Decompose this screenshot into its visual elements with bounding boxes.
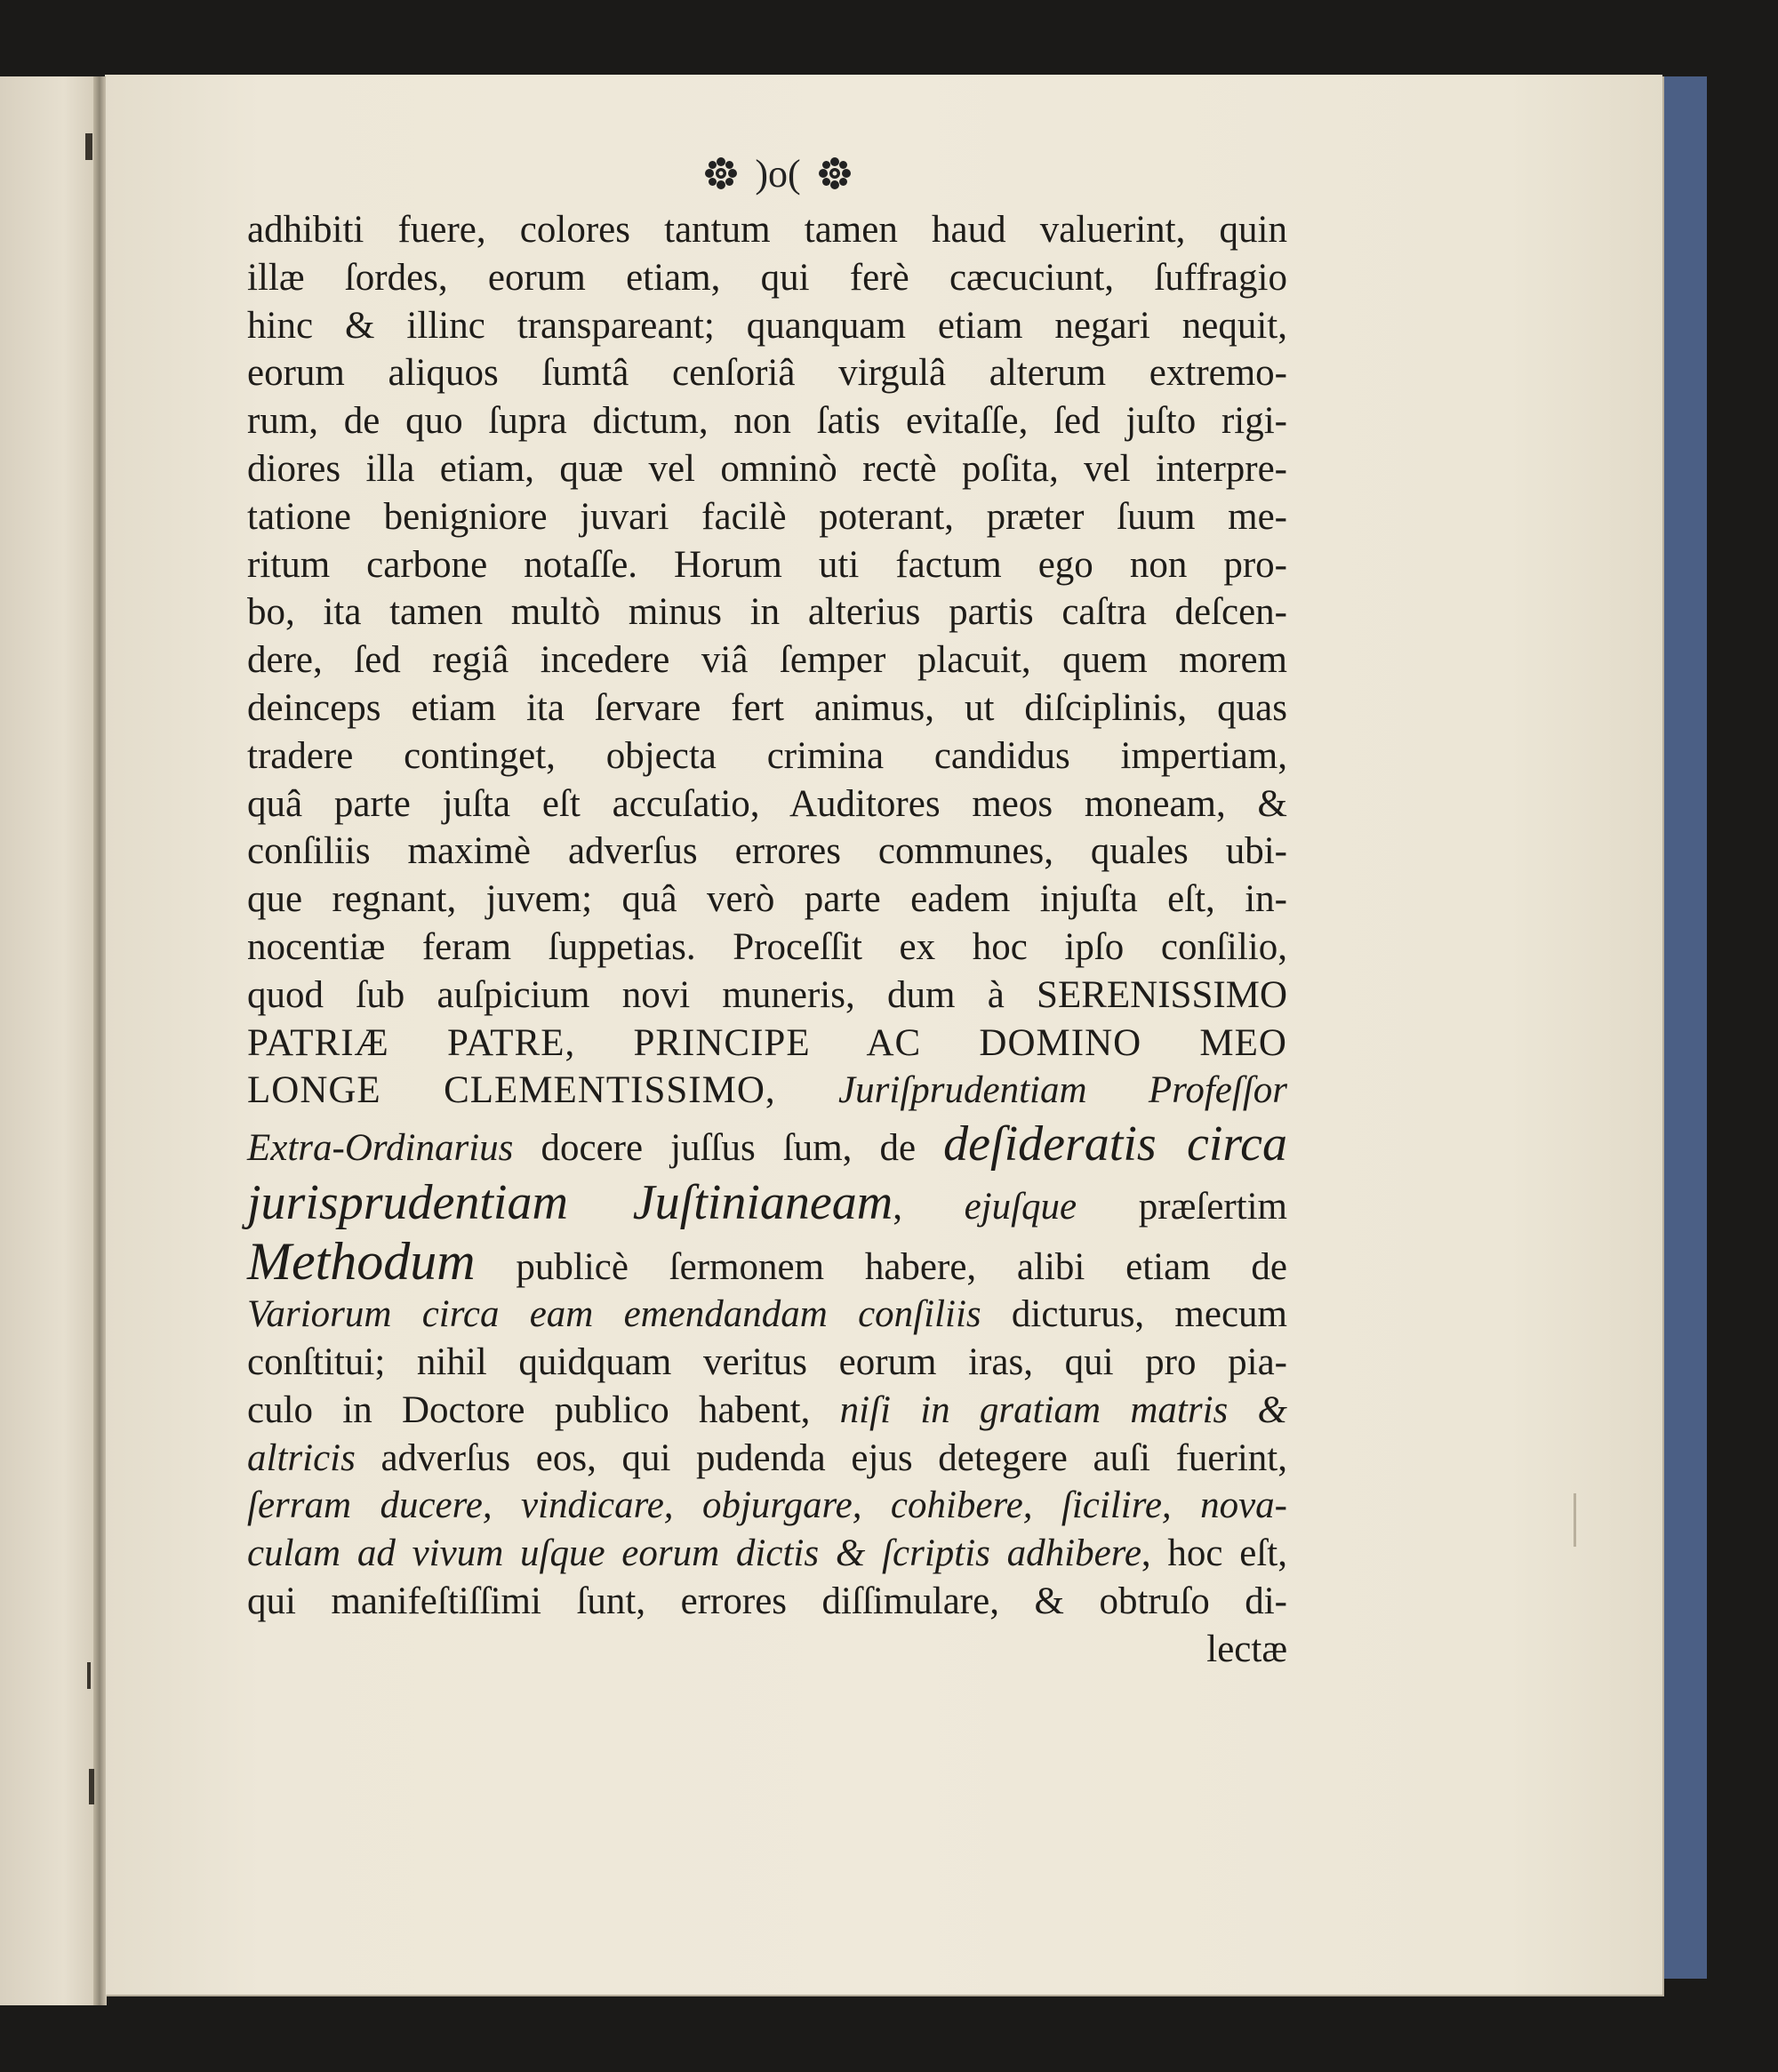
text-line: ritum carbone notaſſe. Horum uti factum ego non pro-	[247, 543, 1287, 586]
gutter-shadow	[93, 76, 106, 2005]
text-line: bo, ita tamen multò minus in alterius partis caſtra deſcen-	[247, 591, 1287, 634]
text-line: tatione benigniore juvari facilè poterant, præter ſuum me-	[247, 495, 1287, 538]
text-line: quâ parte juſta eſt accuſatio, Auditores meos moneam, &	[247, 782, 1287, 825]
text-line: illæ ſordes, eorum etiam, qui ferè cæcuciunt, ſuffragio	[247, 256, 1287, 299]
roman-text: , hoc eſt,	[1141, 1532, 1287, 1575]
text-line	[247, 1291, 1287, 1339]
text-line: deinceps etiam ita ſervare fert animus, ut diſciplinis, quas	[247, 686, 1287, 729]
fleuron-icon	[703, 156, 739, 191]
text-line: tradere continget, objecta crimina candidus impertiam,	[247, 734, 1287, 777]
gutter-mark	[89, 1769, 94, 1804]
display-italic-text: deſideratis circa	[943, 1116, 1287, 1172]
italic-text: altricis	[247, 1436, 356, 1479]
folio-marker: )o(	[755, 151, 801, 196]
italic-text: Juriſprudentiam Profeſſor	[838, 1069, 1287, 1112]
left-page-edge	[0, 76, 107, 2005]
gutter-mark	[87, 1662, 91, 1689]
italic-text: niſi in gratiam matris &	[839, 1388, 1287, 1431]
text-line: hinc & illinc transpareant; quanquam etiam negari nequit,	[247, 304, 1287, 347]
text-line: nocentiæ feram ſuppetias. Proceſſit ex hoc ipſo conſilio,	[247, 925, 1287, 968]
text-line: qui manifeſtiſſimi ſunt, errores diſſimulare, & obtruſo di-	[247, 1580, 1287, 1622]
roman-text: adverſus eos, qui pudenda ejus detegere auſi fuerint,	[355, 1436, 1287, 1479]
text-line	[247, 1115, 1287, 1173]
text-line-caps: PATRIÆ PATRE, PRINCIPE AC DOMINO MEO	[247, 1021, 1287, 1064]
text-line: eorum aliquos ſumtâ cenſoriâ virgulâ alterum extremo-	[247, 352, 1287, 395]
italic-text: ejuſque	[964, 1186, 1077, 1228]
text-line: que regnant, juvem; quâ verò parte eadem injuſta eſt, in-	[247, 878, 1287, 921]
text-line: conſiliis maximè adverſus errores communes, quales ubi-	[247, 830, 1287, 873]
italic-text: Variorum circa eam emendandam conſiliis	[247, 1293, 981, 1336]
italic-text: Extra-Ordinarius	[247, 1127, 514, 1170]
roman-text: dicturus, mecum	[981, 1293, 1287, 1336]
text-line: rum, de quo ſupra dictum, non ſatis evitaſſe, ſed juſto rigi-	[247, 400, 1287, 443]
text-line	[247, 1232, 1287, 1291]
page-header	[676, 151, 880, 196]
text-line: adhibiti fuere, colores tantum tamen haud valuerint, quin	[247, 209, 1287, 251]
text-line	[247, 1435, 1287, 1483]
text-line	[247, 1387, 1287, 1435]
caps-text: LONGE CLEMENTISSIMO,	[247, 1069, 839, 1112]
gutter-mark	[85, 133, 92, 160]
text-line	[247, 1173, 1287, 1232]
text-line: quod ſub auſpicium novi muneris, dum à SERENISSIMO	[247, 973, 1287, 1016]
display-italic-text: Methodum	[247, 1232, 476, 1292]
text-line	[247, 1530, 1287, 1578]
roman-text: publicè ſermonem habere, alibi etiam de	[475, 1246, 1287, 1289]
text-line-italic: ſerram ducere, vindicare, objurgare, cohibere, ſicilire, nova-	[247, 1484, 1287, 1527]
text-line: dere, ſed regiâ incedere viâ ſemper placuit, quem morem	[247, 639, 1287, 682]
text-line: diores illa etiam, quæ vel omninò rectè poſita, vel interpre-	[247, 447, 1287, 490]
italic-text: culam ad vivum uſque eorum dictis & ſcriptis adhibere	[247, 1532, 1141, 1575]
roman-text: culo in Doctore publico habent,	[247, 1388, 840, 1431]
text-line: conſtitui; nihil quidquam veritus eorum iras, qui pro pia-	[247, 1340, 1287, 1383]
roman-text: ,	[893, 1186, 965, 1228]
text-line	[247, 1067, 1287, 1115]
display-italic-text: jurisprudentiam Juſtinianeam	[247, 1175, 893, 1231]
gutter-mark	[1574, 1493, 1576, 1547]
roman-text: præſertim	[1077, 1186, 1287, 1228]
catchword: lectæ	[1206, 1628, 1287, 1670]
roman-text: docere juſſus ſum, de	[513, 1127, 944, 1170]
body-text	[247, 206, 1287, 1674]
fleuron-icon	[817, 156, 853, 191]
